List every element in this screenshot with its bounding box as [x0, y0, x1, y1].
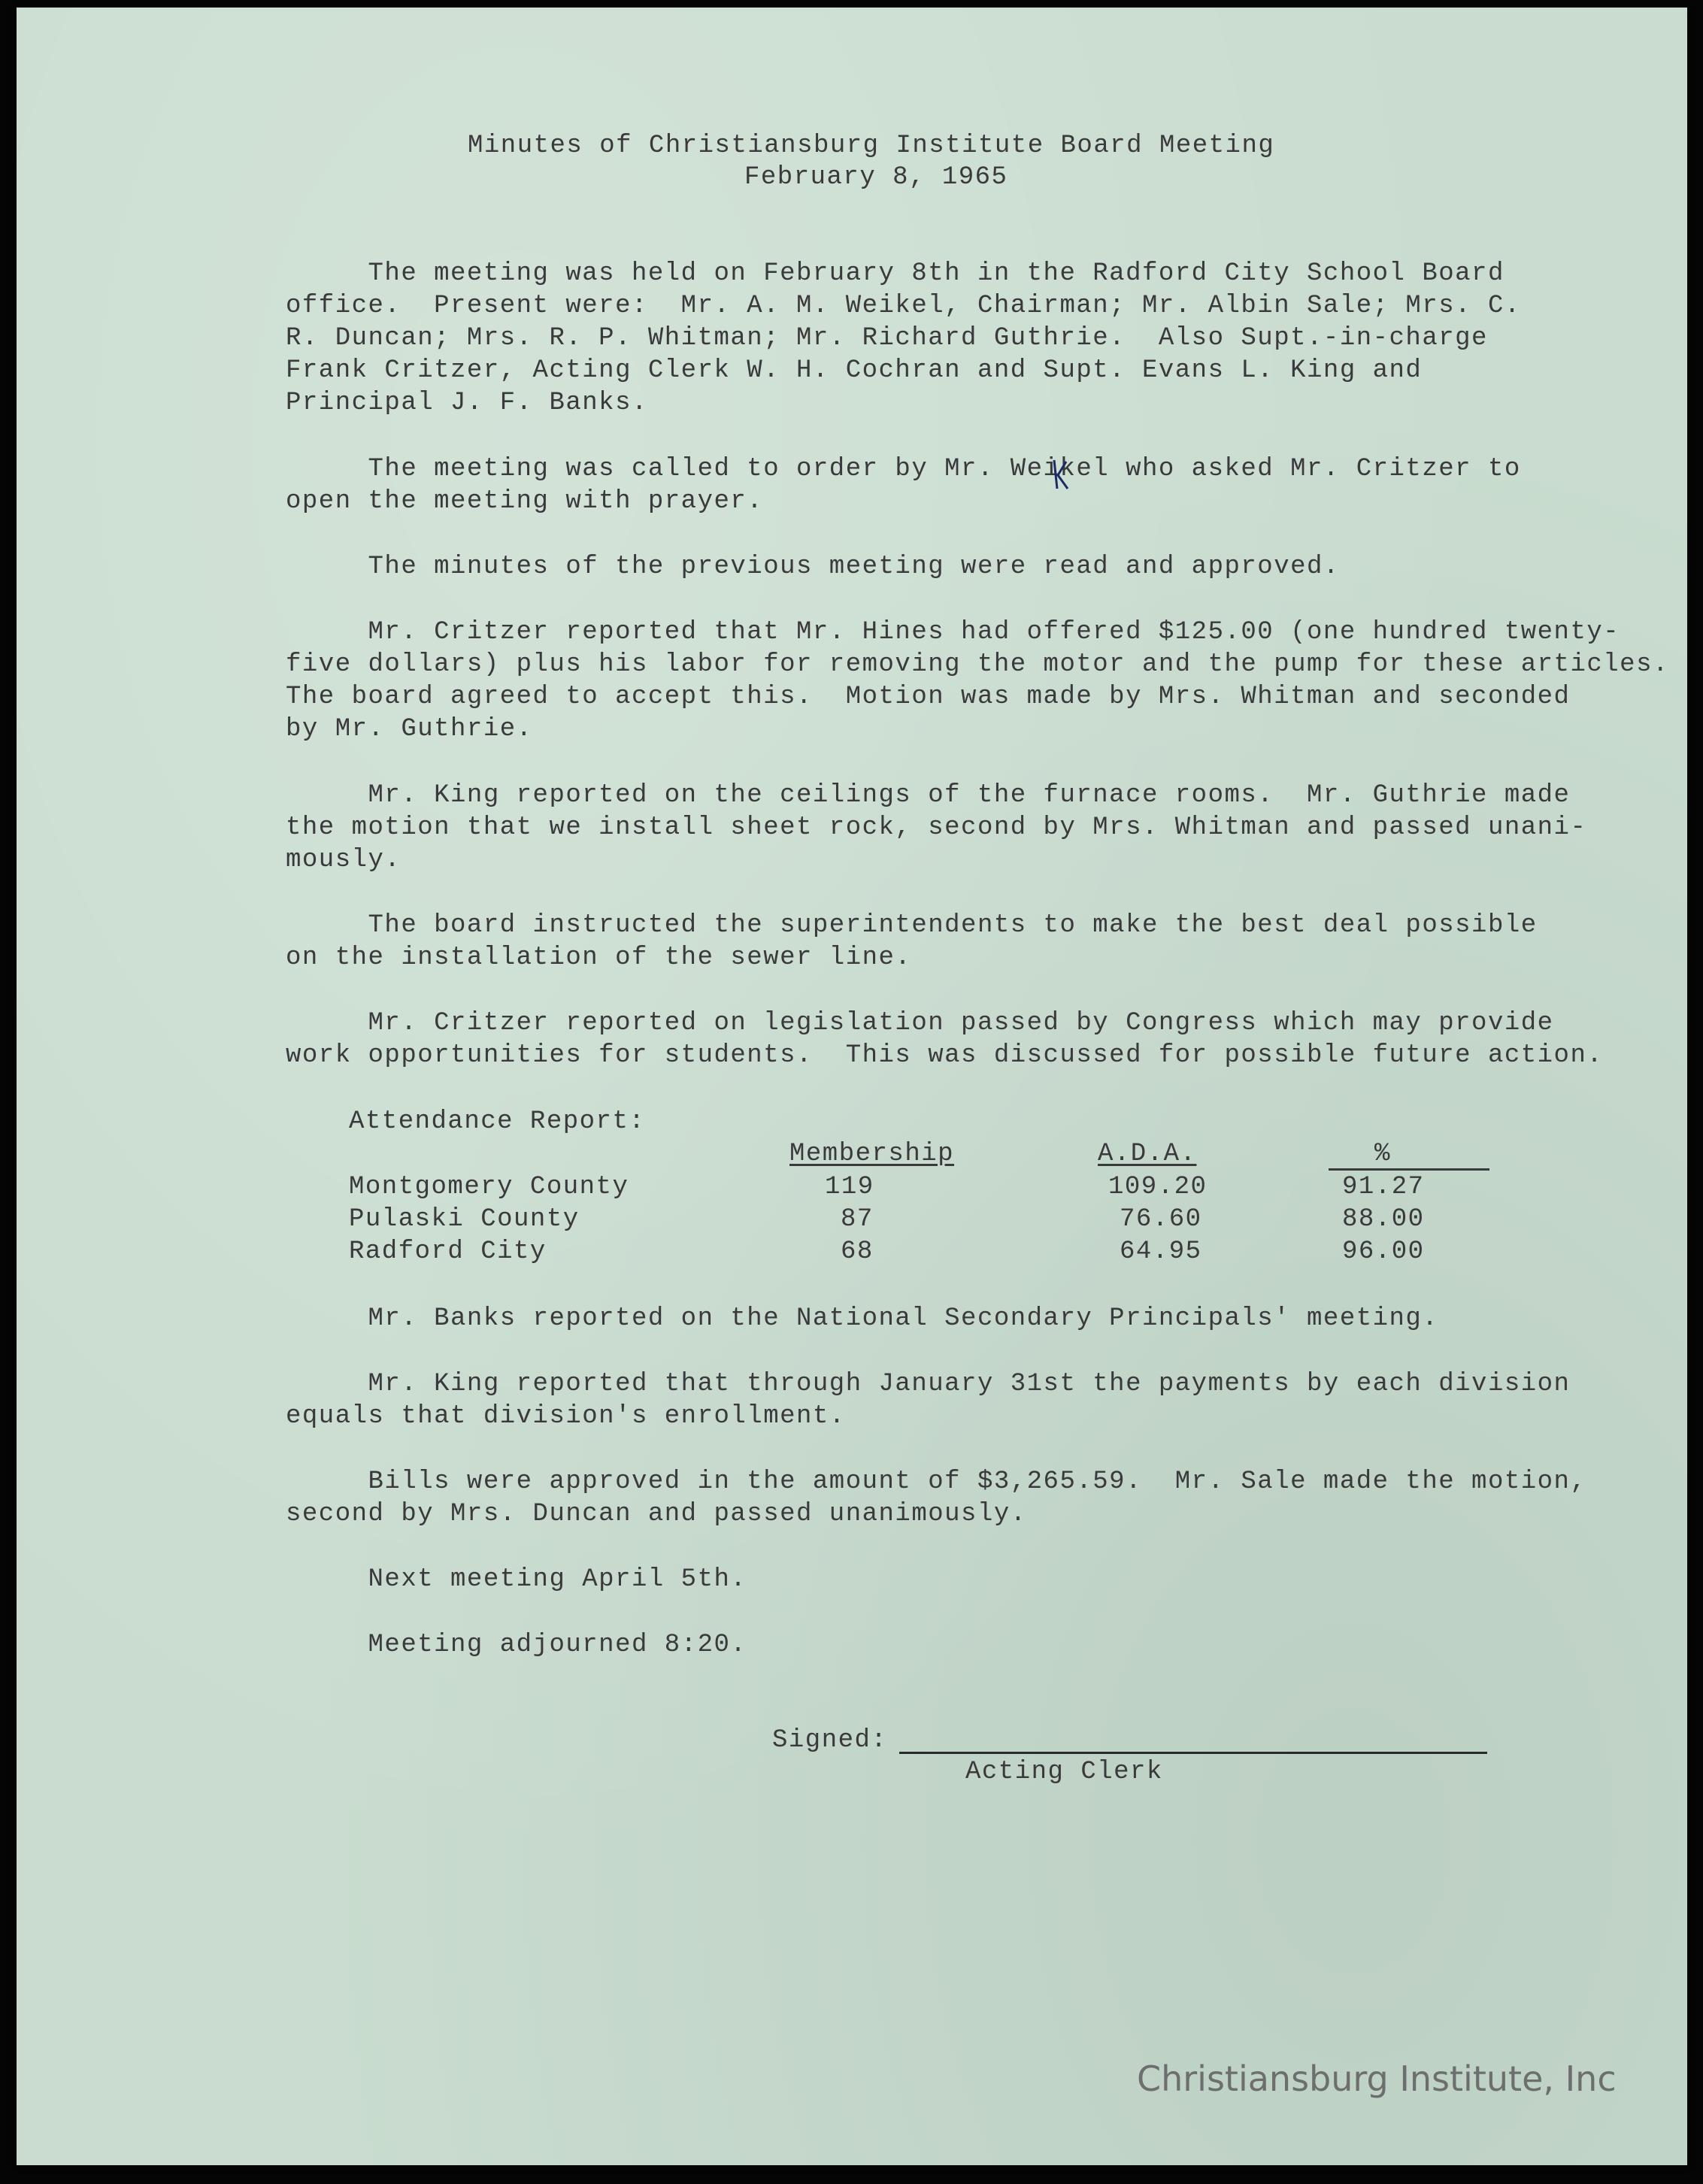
paragraph-minutes-approved: The minutes of the previous meeting were read and approved.	[286, 553, 1340, 581]
signed-label: Signed:	[772, 1726, 888, 1755]
row-ada: 109.20	[1108, 1173, 1208, 1201]
row-percent: 88.00	[1342, 1205, 1425, 1234]
row-name: Montgomery County	[349, 1173, 629, 1201]
row-ada: 76.60	[1120, 1205, 1202, 1234]
row-percent: 91.27	[1342, 1173, 1425, 1201]
column-header-membership: Membership	[789, 1140, 955, 1168]
row-ada: 64.95	[1120, 1237, 1202, 1266]
signer-title: Acting Clerk	[965, 1758, 1163, 1786]
row-name: Radford City	[349, 1237, 547, 1266]
document-date: February 8, 1965	[744, 163, 1008, 192]
column-header-percent: %	[1374, 1140, 1391, 1168]
row-membership: 68	[841, 1237, 874, 1266]
signature-line	[899, 1752, 1487, 1754]
watermark: Christiansburg Institute, Inc	[1137, 2058, 1617, 2099]
paragraph-furnace-ceilings: Mr. King reported on the ceilings of the furnace rooms. Mr. Guthrie made the motion that we install sheet rock, second by Mrs. Whitman and passed unani- mously.	[286, 781, 1587, 874]
paragraph-banks-report: Mr. Banks reported on the National Secondary Principals' meeting.	[286, 1304, 1439, 1333]
paragraph-adjourned: Meeting adjourned 8:20.	[286, 1631, 747, 1659]
row-name: Pulaski County	[349, 1205, 580, 1234]
percent-header-underline	[1329, 1168, 1489, 1171]
paragraph-hines-offer: Mr. Critzer reported that Mr. Hines had offered $125.00 (one hundred twenty- five dollars) plus his labor for removing the motor and the pump for these articles. The board agreed to accept this. Motion was made by Mrs. Whitman and seconded by Mr. Guthrie.	[286, 618, 1669, 744]
paragraph-call-to-order: The meeting was called to order by Mr. Weikel who asked Mr. Critzer to open the meeting with prayer.	[286, 455, 1521, 516]
paragraph-legislation: Mr. Critzer reported on legislation passed by Congress which may provide work opportunities for students. This was discussed for possible future action.	[286, 1009, 1604, 1070]
row-percent: 96.00	[1342, 1237, 1425, 1266]
handwritten-correction-mark	[1050, 459, 1072, 492]
attendance-label: Attendance Report:	[349, 1107, 646, 1136]
paragraph-bills-approved: Bills were approved in the amount of $3,265.59. Mr. Sale made the motion, second by Mrs. Duncan and passed unanimously.	[286, 1468, 1587, 1528]
paragraph-next-meeting: Next meeting April 5th.	[286, 1565, 747, 1594]
row-membership: 119	[825, 1173, 874, 1201]
paragraph-sewer-line: The board instructed the superintendents to make the best deal possible on the installation of the sewer line.	[286, 911, 1538, 972]
row-membership: 87	[841, 1205, 874, 1234]
paragraph-attendees: The meeting was held on February 8th in the Radford City School Board office. Present were: Mr. A. M. Weikel, Chairman; Mr. Albin Sale; Mrs. C. R. Duncan; Mrs. R. P. Whitman; Mr. Richard Guthrie. Also Supt.-in-charge Frank Critzer, Acting Clerk W. H. Cochran and Supt. Evans L. King and Principal J. F. Banks.	[286, 259, 1521, 417]
paragraph-king-payments: Mr. King reported that through January 31st the payments by each division equals that division's enrollment.	[286, 1370, 1571, 1431]
document-page	[17, 8, 1687, 2165]
column-header-ada: A.D.A.	[1098, 1140, 1197, 1168]
document-title: Minutes of Christiansburg Institute Board Meeting	[468, 132, 1275, 160]
